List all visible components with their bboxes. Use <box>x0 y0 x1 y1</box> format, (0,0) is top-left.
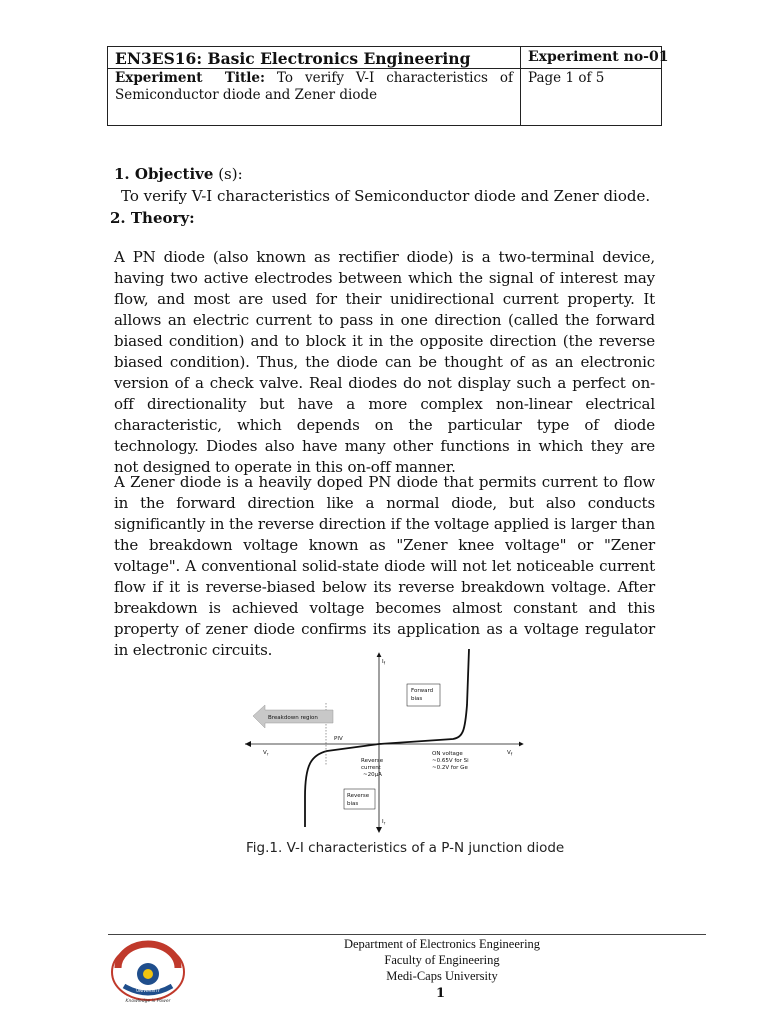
reverse-bias-label-2: bias <box>347 801 359 807</box>
axis-label-vr: $V_r$ <box>263 750 269 757</box>
experiment-title-text: To verify V-I characteristics of Semiconductor diode and Zener diode <box>115 70 514 103</box>
course-name: : Basic Electronics Engineering <box>196 49 471 68</box>
page-number: 1 <box>436 986 446 1001</box>
theory-heading: 2. Theory: <box>110 209 195 227</box>
breakdown-label: Breakdown region <box>268 715 318 721</box>
objective-heading-number: 1. Objective <box>114 165 214 183</box>
course-title <box>115 49 470 68</box>
y-axis-bottom-arrow <box>376 827 382 833</box>
page-indicator: Page 1 of 5 <box>528 70 605 86</box>
vi-curve <box>305 649 469 827</box>
university-logo <box>108 940 188 1004</box>
header-table <box>107 46 669 126</box>
vi-curve-svg <box>235 645 530 835</box>
logo-text: MEDI-CAPS <box>127 955 169 963</box>
header-divider-horizontal <box>108 68 661 69</box>
forward-bias-label-2: bias <box>411 696 423 702</box>
footer-rule <box>108 934 706 935</box>
experiment-title <box>115 70 513 104</box>
on-voltage-label-2: ~0.65V for Si <box>432 758 469 764</box>
reverse-current-label-2: current <box>361 765 381 771</box>
axis-label-vf: $V_f$ <box>507 750 513 757</box>
objective-heading-suffix: (s): <box>213 165 243 183</box>
figure-caption: Fig.1. V-I characteristics of a P-N junction diode <box>246 840 565 856</box>
objective-text: To verify V-I characteristics of Semiconductor diode and Zener diode. <box>121 187 651 205</box>
piv-label: PIV <box>334 736 343 742</box>
objective-heading <box>114 165 243 183</box>
footer-department: Department of Electronics Engineering <box>343 937 541 951</box>
on-voltage-label-3: ~0.2V for Ge <box>432 765 468 771</box>
axis-label-if: $I_f$ <box>382 659 386 666</box>
experiment-number: Experiment no-01 <box>528 49 669 65</box>
vi-characteristics-figure <box>235 645 530 835</box>
logo-sub: UNIVERSITY <box>136 988 160 993</box>
experiment-title-label: Experiment Title: <box>115 70 265 86</box>
course-code: EN3ES16 <box>115 49 197 68</box>
theory-paragraph-2: A Zener diode is a heavily doped PN diode that permits current to flow in the forward direction like a normal diode, but also conducts significantly in the reverse direction if the voltage applied is larger than the breakdown voltage known as "Zener knee voltage" or "Zener voltage". A conventional solid-state diode will not let noticeable current flow if it is reverse-biased below its reverse breakdown voltage. After breakdown is achieved voltage becomes almost constant and this property of zener diode confirms its application as a voltage regulator in electronic circuits. <box>114 473 655 659</box>
forward-bias-label-1: Forward <box>411 688 434 694</box>
footer-university: Medi-Caps University <box>386 969 498 983</box>
header-divider-vertical <box>520 47 521 125</box>
reverse-bias-label-1: Reverse <box>347 793 370 799</box>
x-axis-left-arrow <box>245 741 251 747</box>
theory-paragraph-1: A PN diode (also known as rectifier diode) is a two-terminal device, having two active electrodes between which the signal of interest may flow, and most are used for their unidirectional current property. It allows an electric current to pass in one direction (called the forward biased condition) and to block it in the opposite direction (the reverse biased condition). Thus, the diode can be thought of as an electronic version of a check valve. Real diodes do not display such a perfect on-off directionality but have a more complex non-linear electrical characteristic, which depends on the particular type of diode technology. Diodes also have many other functions in which they are not designed to operate in this on-off manner. <box>114 248 655 476</box>
footer-faculty: Faculty of Engineering <box>384 953 500 967</box>
reverse-current-label-1: Reverse <box>361 758 384 764</box>
logo-motto: Knowledge is Power <box>125 999 171 1004</box>
axis-label-ir: $I_r$ <box>382 819 386 826</box>
on-voltage-label-1: ON voltage <box>432 751 463 757</box>
reverse-current-label-3: ~20µA <box>363 772 382 778</box>
